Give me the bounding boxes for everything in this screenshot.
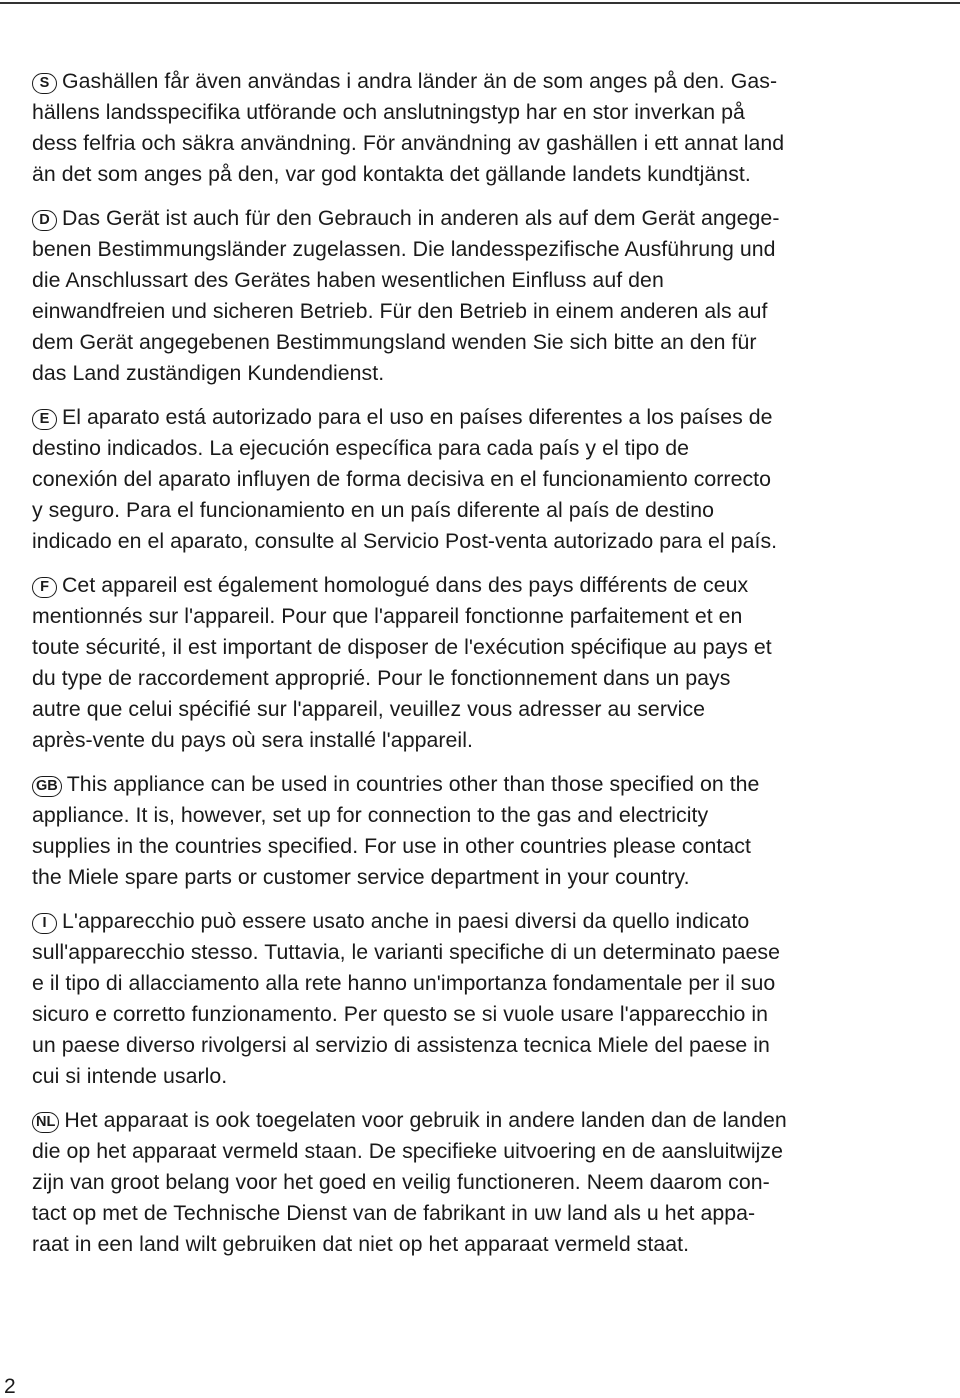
text-line: toute sécurité, il est important de disposer de l'exécution spécifique au pays et bbox=[32, 635, 772, 659]
text-line: dess felfria och säkra användning. För användning av gashällen i ett annat land bbox=[32, 131, 785, 155]
text-line: än det som anges på den, var god kontakta det gällande landets kundtjänst. bbox=[32, 162, 751, 186]
text-line: après-vente du pays où sera installé l'appareil. bbox=[32, 728, 473, 752]
language-badge-gb: GB bbox=[32, 776, 62, 797]
text-line: destino indicados. La ejecución específica para cada país y el tipo de bbox=[32, 436, 690, 460]
language-badge-i: I bbox=[32, 913, 57, 934]
section-french bbox=[32, 570, 952, 756]
text-line: cui si intende usarlo. bbox=[32, 1064, 228, 1088]
text-line: y seguro. Para el funcionamiento en un país diferente al país de destino bbox=[32, 498, 714, 522]
text-line: S Gashällen får även användas i andra länder än de som anges på den. Gas- bbox=[32, 66, 952, 97]
section-swedish bbox=[32, 66, 952, 190]
text-line: sicuro e corretto funzionamento. Per questo se si vuole usare l'apparecchio in bbox=[32, 1002, 769, 1026]
text-line: einwandfreien und sicheren Betrieb. Für den Betrieb in einem anderen als auf bbox=[32, 299, 768, 323]
text-line: das Land zuständigen Kundendienst. bbox=[32, 361, 385, 385]
text-line: autre que celui spécifié sur l'appareil, veuillez vous adresser au service bbox=[32, 697, 706, 721]
text-line: GB This appliance can be used in countries other than those specified on the bbox=[32, 769, 952, 800]
text-line: conexión del aparato influyen de forma decisiva en el funcionamiento correcto bbox=[32, 467, 772, 491]
text-line: die Anschlussart des Gerätes haben wesentlichen Einfluss auf den bbox=[32, 268, 664, 292]
section-dutch bbox=[32, 1105, 952, 1260]
text-line: dem Gerät angegebenen Bestimmungsland wenden Sie sich bitte an den für bbox=[32, 330, 757, 354]
language-badge-nl: NL bbox=[32, 1112, 59, 1133]
section-italian bbox=[32, 906, 952, 1092]
text-line: appliance. It is, however, set up for connection to the gas and electricity bbox=[32, 803, 709, 827]
text-line: I L'apparecchio può essere usato anche in paesi diversi da quello indicato bbox=[32, 906, 952, 937]
text-line: NL Het apparaat is ook toegelaten voor gebruik in andere landen dan de landen bbox=[32, 1105, 952, 1136]
text-line: benen Bestimmungsländer zugelassen. Die landesspezifische Ausführung und bbox=[32, 237, 776, 261]
text-line: indicado en el aparato, consulte al Servicio Post-venta autorizado para el país. bbox=[32, 529, 778, 553]
language-badge-e: E bbox=[32, 409, 57, 430]
language-badge-d: D bbox=[32, 210, 57, 231]
text-line: du type de raccordement approprié. Pour le fonctionnement dans un pays bbox=[32, 666, 731, 690]
text-line: sull'apparecchio stesso. Tuttavia, le varianti specifiche di un determinato paese bbox=[32, 940, 781, 964]
text-line: D Das Gerät ist auch für den Gebrauch in anderen als auf dem Gerät angege- bbox=[32, 203, 952, 234]
text-line: tact op met de Technische Dienst van de fabrikant in uw land als u het appa- bbox=[32, 1201, 756, 1225]
document-body bbox=[32, 66, 952, 1273]
text-line: zijn van groot belang voor het goed en veilig functioneren. Neem daarom con- bbox=[32, 1170, 770, 1194]
text-line: E El aparato está autorizado para el uso en países diferentes a los países de bbox=[32, 402, 952, 433]
section-spanish bbox=[32, 402, 952, 557]
language-badge-f: F bbox=[32, 577, 57, 598]
text-line: raat in een land wilt gebruiken dat niet op het apparaat vermeld staat. bbox=[32, 1232, 690, 1256]
language-badge-s: S bbox=[32, 73, 57, 94]
text-line: the Miele spare parts or customer service department in your country. bbox=[32, 865, 690, 889]
text-line: e il tipo di allacciamento alla rete hanno un'importanza fondamentale per il suo bbox=[32, 971, 776, 995]
text-line: hällens landsspecifika utförande och anslutningstyp har en stor inverkan på bbox=[32, 100, 745, 124]
text-line: mentionnés sur l'appareil. Pour que l'appareil fonctionne parfaitement et en bbox=[32, 604, 743, 628]
text-line: F Cet appareil est également homologué dans des pays différents de ceux bbox=[32, 570, 952, 601]
text-line: supplies in the countries specified. For use in other countries please contact bbox=[32, 834, 751, 858]
top-rule bbox=[0, 2, 960, 4]
text-line: die op het apparaat vermeld staan. De specifieke uitvoering en de aansluitwijze bbox=[32, 1139, 783, 1163]
section-english bbox=[32, 769, 952, 893]
page-number: 2 bbox=[4, 1375, 16, 1398]
section-german bbox=[32, 203, 952, 389]
text-line: un paese diverso rivolgersi al servizio di assistenza tecnica Miele del paese in bbox=[32, 1033, 770, 1057]
